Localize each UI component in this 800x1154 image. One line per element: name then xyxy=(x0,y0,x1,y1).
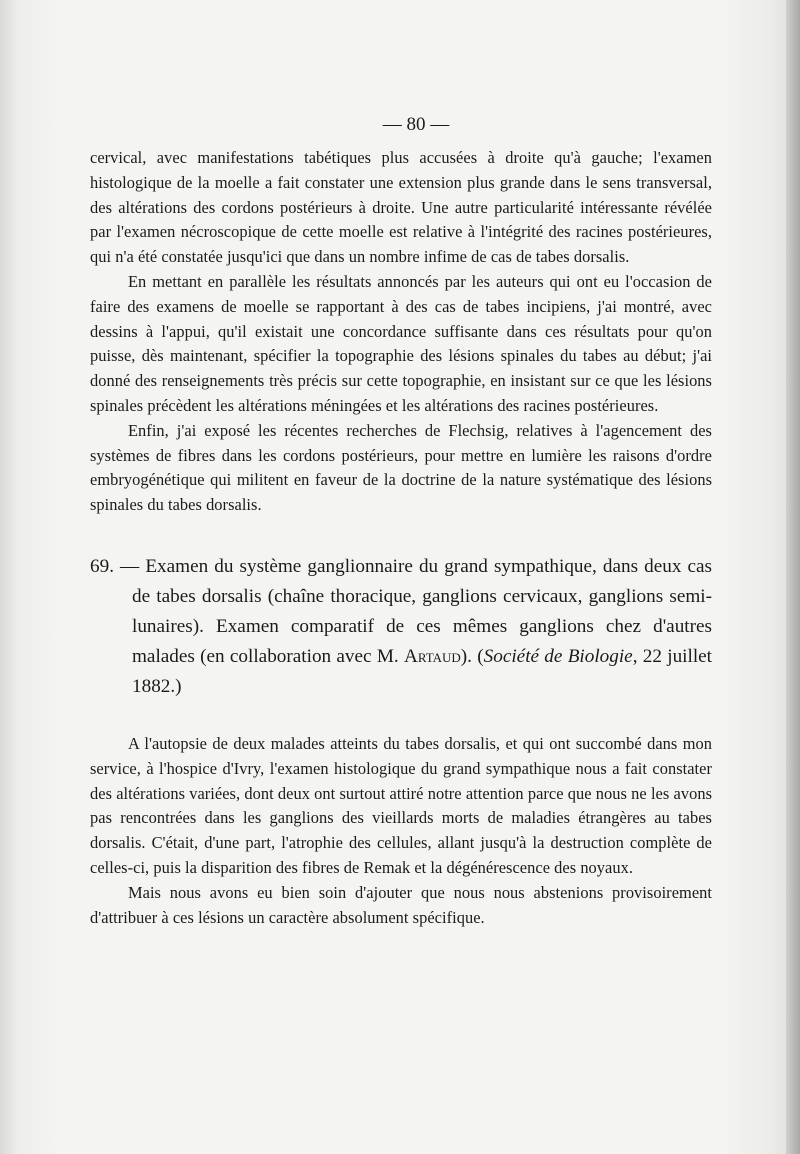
entry-title: Examen du système ganglionnaire du grand sympathique, dans deux cas de tabes dorsalis (chaîne thoracique, ganglions cervicaux, ganglions semi-lunaires). Examen comparatif de ces mêmes ganglions chez d'autres malades (en collaboration avec M. xyxy=(132,555,712,667)
entry-journal: Société de Biologie xyxy=(483,645,633,667)
entry-coauthor: Artaud xyxy=(403,645,461,667)
entry-number: 69. xyxy=(90,555,114,577)
bibliography-entry-69 xyxy=(90,552,712,702)
entry-date: , 22 juillet 1882.) xyxy=(132,645,713,697)
page-number: — 80 — xyxy=(382,114,450,135)
paragraph-parallel-results: En mettant en parallèle les résultats annoncés par les auteurs qui ont eu l'occasion de faire des examens de moelle se rapportant à des cas de tabes incipiens, j'ai montré, avec dessins à l'appui, qu'il existait une concordance suffisante dans ces résultats pour qu'on puisse, dès maintenant, spécifier la topographie des lésions spinales du tabes au début; j'ai donné des renseignements très précis sur cette topographie, en insistant sur ce que les lésions spinales précèdent les altérations méningées et les altérations des racines postérieures. xyxy=(90,271,712,415)
entry-punctuation: ). ( xyxy=(460,645,484,667)
paragraph-conclusion: Mais nous avons eu bien soin d'ajouter que nous nous abstenions provisoirement d'attribuer à ces lésions un caractère absolument spécifique. xyxy=(90,882,712,927)
paragraph-flechsig: Enfin, j'ai exposé les récentes recherches de Flechsig, relatives à l'agencement des systèmes de fibres dans les cordons postérieurs, pour mettre en lumière les raisons d'ordre embryogénétique qui militent en faveur de la doctrine de la nature systématique des lésions spinales du tabes dorsalis. xyxy=(90,420,712,515)
paragraph-autopsy: A l'autopsie de deux malades atteints du tabes dorsalis, et qui ont succombé dans mon service, à l'hospice d'Ivry, l'examen histologique du grand sympathique nous a fait constater des altérations variées, dont deux ont surtout attiré notre attention parce que nous ne les avons pas rencontrées dans les ganglions des vieillards morts de maladies étrangères au tabes dorsalis. C'était, d'une part, l'atrophie des cellules, allant jusqu'à la destruction complète de celles-ci, puis la disparition des fibres de Remak et la dégénérescence des noyaux. xyxy=(90,733,712,877)
book-spine-shadow xyxy=(786,0,800,1154)
entry-dash: — xyxy=(113,555,146,577)
section-gap xyxy=(90,702,712,732)
text-block xyxy=(90,110,712,930)
paragraph-continued: cervical, avec manifestations tabétiques plus accusées à droite qu'à gauche; l'examen histologique de la moelle a fait constater une extension plus grande dans le sens transversal, des altérations des cordons postérieurs à droite. Une autre particularité intéressante révélée par l'examen nécroscopique de cette moelle est relative à l'intégrité des racines postérieures, qui n'a été constatée jusqu'ici que dans un nombre infime de cas de tabes dorsalis. xyxy=(90,148,712,267)
